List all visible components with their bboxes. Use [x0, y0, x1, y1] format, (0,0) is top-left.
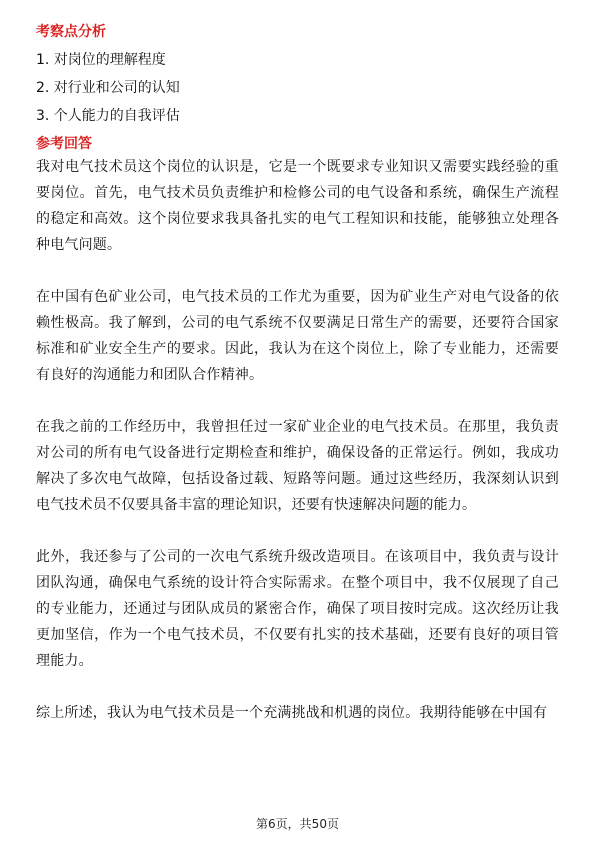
paragraph-gap: [36, 674, 559, 700]
list-item: 3. 个人能力的自我评估: [36, 108, 180, 124]
answer-paragraph: 此外，我还参与了公司的一次电气系统升级改造项目。在该项目中，我负责与设计团队沟通，确保电气系统的设计符合实际需求。在整个项目中，我不仅展现了自己的专业能力，还通过与团队成员的紧密合作，确保了项目按时完成。这次经历让我更加坚信，作为一个电气技术员，不仅要有扎实的技术基础，还要有良好的项目管理能力。: [36, 549, 559, 669]
list-item: 2. 对行业和公司的认知: [36, 80, 180, 96]
page-footer: 第6页，共50页: [256, 817, 339, 831]
paragraph-gap: [36, 518, 559, 544]
answer-paragraph: 我对电气技术员这个岗位的认识是，它是一个既要求专业知识又需要实践经验的重要岗位。首先，电气技术员负责维护和检修公司的电气设备和系统，确保生产流程的稳定和高效。这个岗位要求我具备扎实的电气工程知识和技能，能够独立处理各种电气问题。: [36, 159, 559, 253]
answer-paragraph: 在中国有色矿业公司，电气技术员的工作尤为重要，因为矿业生产对电气设备的依赖性极高。我了解到，公司的电气系统不仅要满足日常生产的需要，还要符合国家标准和矿业安全生产的要求。因此，我认为在这个岗位上，除了专业能力，还需要有良好的沟通能力和团队合作精神。: [36, 289, 559, 383]
analysis-list: [36, 50, 559, 126]
answer-paragraph: 综上所述，我认为电气技术员是一个充满挑战和机遇的岗位。我期待能够在中国有: [36, 705, 548, 721]
document-page: [36, 22, 559, 726]
answer-heading: 参考回答: [36, 136, 92, 152]
paragraph-gap: [36, 388, 559, 414]
list-item: 1. 对岗位的理解程度: [36, 52, 166, 68]
answer-paragraph: 在我之前的工作经历中，我曾担任过一家矿业企业的电气技术员。在那里，我负责对公司的所有电气设备进行定期检查和维护，确保设备的正常运行。例如，我成功解决了多次电气故障，包括设备过载、短路等问题。通过这些经历，我深刻认识到电气技术员不仅要具备丰富的理论知识，还要有快速解决问题的能力。: [36, 419, 559, 513]
analysis-heading: 考察点分析: [36, 24, 106, 40]
paragraph-gap: [36, 258, 559, 284]
